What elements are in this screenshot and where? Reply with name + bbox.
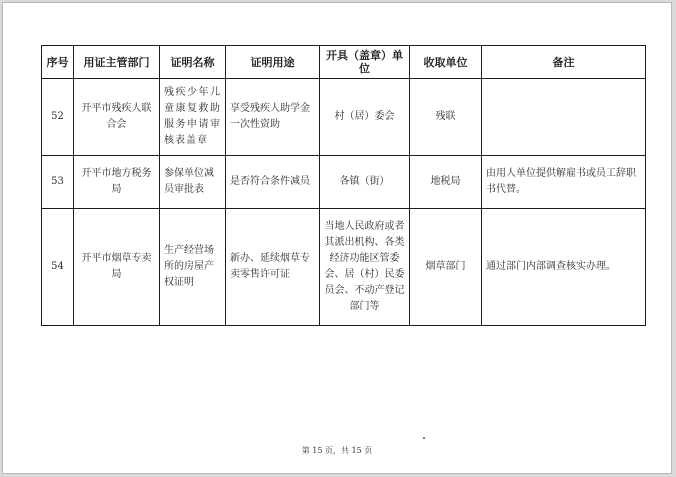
certificate-table [41, 45, 646, 326]
table-row [42, 79, 646, 156]
cell-issuer: 村（居）委会 [320, 79, 410, 156]
table-header-row [42, 46, 646, 79]
cell-no: 52 [42, 79, 74, 156]
header-issuer: 开具（盖章）单位 [320, 46, 410, 79]
cell-issuer: 当地人民政府或者其派出机构、各类经济功能区管委会、居（村）民委员会、不动产登记部门等 [320, 209, 410, 326]
header-receiver: 收取单位 [410, 46, 482, 79]
cell-dept: 开平市烟草专卖局 [74, 209, 160, 326]
cell-use: 新办、延续烟草专卖零售许可证 [226, 209, 320, 326]
cell-dept: 开平市地方税务局 [74, 156, 160, 209]
cell-receiver: 烟草部门 [410, 209, 482, 326]
cell-no: 54 [42, 209, 74, 326]
cell-cert: 参保单位减员审批表 [160, 156, 226, 209]
cell-cert: 生产经营场所的房屋产权证明 [160, 209, 226, 326]
cell-use: 是否符合条件减员 [226, 156, 320, 209]
cell-note: 通过部门内部调查核实办理。 [482, 209, 646, 326]
page-number-footer: 第 15 页，共 15 页 [301, 446, 373, 455]
cell-issuer: 各镇（街） [320, 156, 410, 209]
cell-note: 由用人单位提供解雇书或员工辞职书代替。 [482, 156, 646, 209]
table-row [42, 156, 646, 209]
cell-receiver: 地税局 [410, 156, 482, 209]
cell-note [482, 79, 646, 156]
cell-no: 53 [42, 156, 74, 209]
cell-receiver: 残联 [410, 79, 482, 156]
header-no: 序号 [42, 46, 74, 79]
cell-dept: 开平市残疾人联合会 [74, 79, 160, 156]
cell-cert: 残疾少年儿童康复救助服务申请审核表盖章 [160, 79, 226, 156]
header-dept: 用证主管部门 [74, 46, 160, 79]
cell-use: 享受残疾人助学金一次性资助 [226, 79, 320, 156]
table-row [42, 209, 646, 326]
header-note: 备注 [482, 46, 646, 79]
header-cert: 证明名称 [160, 46, 226, 79]
document-page [2, 2, 672, 474]
scan-speck [423, 437, 425, 439]
header-use: 证明用途 [226, 46, 320, 79]
